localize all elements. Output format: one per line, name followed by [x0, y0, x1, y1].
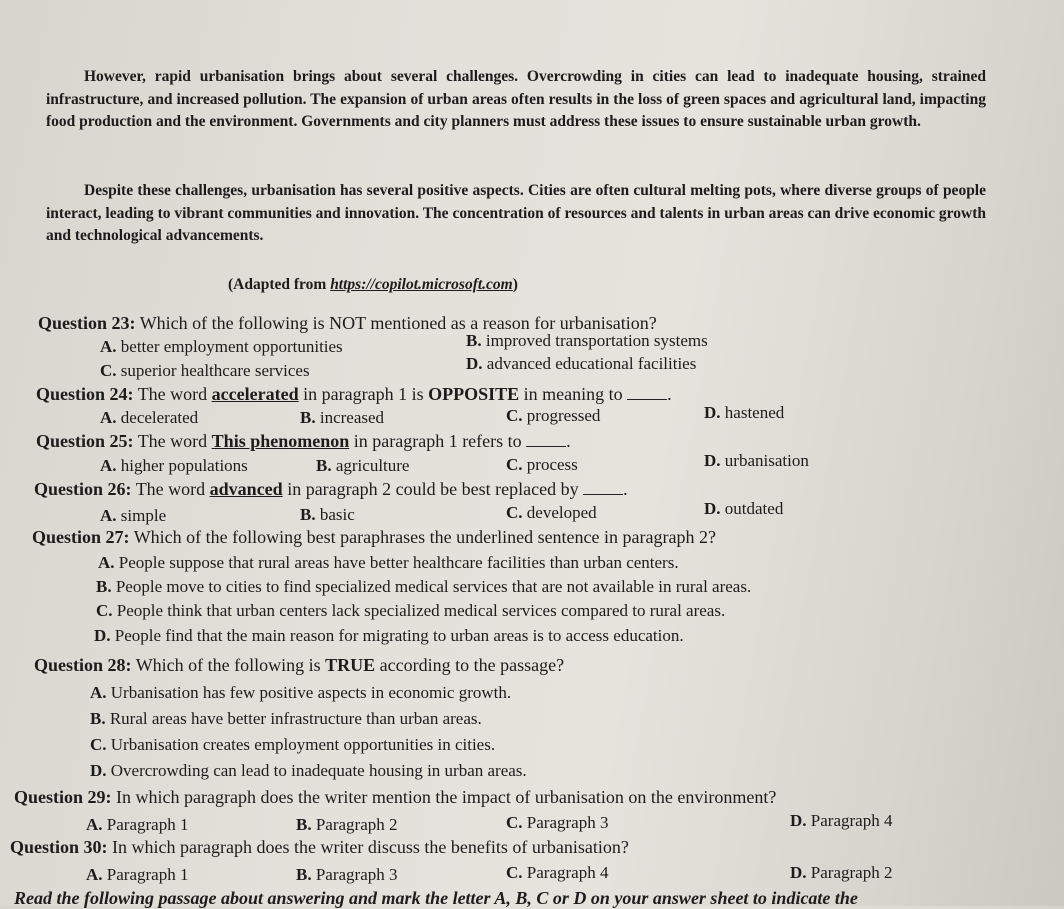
question-text: The word	[133, 431, 212, 451]
option-text: increased	[315, 408, 385, 427]
option-text: basic	[315, 505, 355, 524]
question-25	[36, 430, 571, 452]
q25-option-b[interactable]	[316, 455, 409, 477]
question-text: Which of the following best paraphrases the underlined sentence in paragraph 2?	[129, 527, 716, 547]
option-text: better employment opportunities	[116, 337, 343, 356]
source-citation	[228, 276, 518, 294]
option-text: agriculture	[331, 456, 410, 475]
question-number: Question 29:	[14, 787, 112, 807]
option-text: progressed	[522, 406, 601, 425]
q25-option-a[interactable]	[100, 455, 248, 477]
option-text: Paragraph 4	[522, 863, 609, 882]
option-letter: C.	[506, 813, 523, 832]
option-text: People move to cities to find specialized medical services that are not available in rural areas.	[111, 577, 752, 596]
option-text: Urbanisation has few positive aspects in economic growth.	[106, 683, 512, 702]
option-text: decelerated	[116, 408, 199, 427]
option-letter: B.	[296, 815, 312, 834]
q29-option-a[interactable]	[86, 814, 188, 836]
q28-option-c[interactable]	[90, 734, 495, 756]
q26-option-d[interactable]	[704, 498, 783, 520]
option-letter: C.	[90, 735, 107, 754]
option-letter: B.	[300, 408, 316, 427]
q29-option-c[interactable]	[506, 812, 608, 834]
option-letter: A.	[90, 683, 107, 702]
option-text: outdated	[720, 499, 784, 518]
option-letter: D.	[790, 811, 807, 830]
option-text: Paragraph 2	[806, 863, 893, 882]
option-letter: A.	[86, 865, 103, 884]
option-letter: B.	[96, 577, 112, 596]
question-text: The word	[133, 384, 212, 404]
question-text: .	[667, 384, 672, 404]
option-text: Paragraph 3	[311, 865, 398, 884]
next-instructions-cut: Read the following passage about answering and mark the letter A, B, C or D on your answer sheet to indicate the	[14, 888, 858, 908]
option-letter: B.	[466, 331, 482, 350]
option-letter: A.	[98, 553, 115, 572]
question-text: in paragraph 1 is	[298, 384, 429, 404]
option-text: developed	[522, 503, 597, 522]
option-letter: B.	[316, 456, 332, 475]
q26-option-a[interactable]	[100, 505, 166, 527]
option-text: Paragraph 4	[806, 811, 893, 830]
option-letter: C.	[506, 406, 523, 425]
q24-option-b[interactable]	[300, 407, 384, 429]
q27-option-b[interactable]	[96, 576, 751, 598]
question-text: in paragraph 1 refers to	[349, 431, 527, 451]
question-text: Which of the following is NOT mentioned as a reason for urbanisation?	[135, 313, 657, 333]
q29-option-b[interactable]	[296, 814, 398, 836]
q25-option-d[interactable]	[704, 450, 809, 472]
answer-blank	[583, 480, 623, 495]
question-27	[32, 526, 716, 548]
option-text: higher populations	[116, 456, 248, 475]
question-30	[10, 836, 629, 858]
option-text: Paragraph 1	[102, 865, 189, 884]
question-text: .	[623, 479, 628, 499]
option-text: superior healthcare services	[116, 361, 310, 380]
question-26	[34, 478, 628, 500]
option-letter: C.	[506, 455, 523, 474]
q30-option-b[interactable]	[296, 864, 398, 886]
question-29	[14, 786, 776, 808]
target-word: This phenomenon	[211, 431, 350, 451]
answer-blank	[526, 432, 566, 447]
option-letter: A.	[100, 506, 117, 525]
question-text: in paragraph 2 could be best replaced by	[282, 479, 584, 499]
option-letter: A.	[100, 456, 117, 475]
option-letter: D.	[704, 451, 721, 470]
source-link[interactable]: https://copilot.microsoft.com	[330, 276, 513, 293]
option-text: Urbanisation creates employment opportunities in cities.	[106, 735, 496, 754]
question-text: .	[566, 431, 571, 451]
q25-option-c[interactable]	[506, 454, 578, 476]
q23-option-a[interactable]	[100, 336, 343, 358]
source-suffix: )	[512, 276, 518, 293]
question-number: Question 26:	[34, 479, 132, 499]
q30-option-a[interactable]	[86, 864, 188, 886]
q27-option-c[interactable]	[96, 600, 725, 622]
question-number: Question 23:	[38, 313, 136, 333]
option-letter: C.	[506, 863, 523, 882]
option-letter: B.	[90, 709, 106, 728]
q24-option-c[interactable]	[506, 405, 600, 427]
emphasis-word: TRUE	[325, 655, 376, 675]
option-letter: B.	[300, 505, 316, 524]
option-letter: C.	[506, 503, 523, 522]
question-28	[34, 654, 564, 676]
q24-option-a[interactable]	[100, 407, 198, 429]
source-prefix: (Adapted from	[228, 276, 331, 293]
option-letter: C.	[96, 601, 113, 620]
passage-paragraph-3: However, rapid urbanisation brings about several challenges. Overcrowding in cities can lead to inadequate housing, strained infrastructure, and increased pollution. The expansion of urban areas often results in the loss of green spaces and agricultural land, impacting food production and the environment. Governments and city planners must address these issues to ensure sustainable urban growth.	[46, 68, 986, 130]
q27-option-d[interactable]	[94, 625, 684, 647]
question-text: Which of the following is	[131, 655, 326, 675]
q28-option-a[interactable]	[90, 682, 511, 704]
option-letter: D.	[704, 403, 721, 422]
option-text: hastened	[720, 403, 785, 422]
option-text: Rural areas have better infrastructure than urban areas.	[105, 709, 482, 728]
option-text: Overcrowding can lead to inadequate housing in urban areas.	[106, 761, 527, 780]
option-letter: A.	[100, 337, 117, 356]
option-text: People think that urban centers lack specialized medical services compared to rural areas.	[112, 601, 726, 620]
q27-option-a[interactable]	[98, 552, 679, 574]
option-letter: D.	[94, 626, 111, 645]
question-number: Question 24:	[36, 384, 134, 404]
option-letter: C.	[100, 361, 117, 380]
emphasis-word: OPPOSITE	[428, 384, 520, 404]
option-text: advanced educational facilities	[482, 354, 697, 373]
question-number: Question 28:	[34, 655, 132, 675]
option-text: improved transportation systems	[481, 331, 708, 350]
option-text: People suppose that rural areas have better healthcare facilities than urban centers.	[114, 553, 679, 572]
q28-option-b[interactable]	[90, 708, 482, 730]
option-text: simple	[116, 506, 167, 525]
q26-option-b[interactable]	[300, 504, 355, 526]
question-text: according to the passage?	[375, 655, 565, 675]
question-24	[36, 383, 672, 405]
target-word: advanced	[209, 479, 283, 499]
q23-option-d[interactable]	[466, 353, 696, 375]
option-text: process	[522, 455, 578, 474]
option-text: People find that the main reason for migrating to urban areas is to access education.	[110, 626, 684, 645]
passage-paragraph-4: Despite these challenges, urbanisation has several positive aspects. Cities are often cultural melting pots, where diverse groups of people interact, leading to vibrant communities and innovation. The concentration of resources and talents in urban areas can drive economic growth and technological advancements.	[46, 182, 986, 244]
option-text: Paragraph 2	[311, 815, 398, 834]
question-number: Question 25:	[36, 431, 134, 451]
q28-option-d[interactable]	[90, 760, 527, 782]
q24-option-d[interactable]	[704, 402, 784, 424]
answer-blank	[627, 385, 667, 400]
option-letter: D.	[704, 499, 721, 518]
option-letter: D.	[466, 354, 483, 373]
option-text: Paragraph 3	[522, 813, 609, 832]
question-text: The word	[131, 479, 210, 499]
q26-option-c[interactable]	[506, 502, 597, 524]
option-letter: A.	[86, 815, 103, 834]
target-word: accelerated	[211, 384, 299, 404]
option-letter: A.	[100, 408, 117, 427]
q23-option-c[interactable]	[100, 360, 310, 382]
question-text: In which paragraph does the writer discuss the benefits of urbanisation?	[107, 837, 629, 857]
question-number: Question 27:	[32, 527, 130, 547]
q29-option-d[interactable]	[790, 810, 892, 832]
question-text: In which paragraph does the writer mention the impact of urbanisation on the environment?	[111, 787, 777, 807]
option-text: Paragraph 1	[102, 815, 189, 834]
q23-option-b[interactable]	[466, 330, 708, 352]
option-letter: B.	[296, 865, 312, 884]
option-letter: D.	[790, 863, 807, 882]
question-text: in meaning to	[519, 384, 628, 404]
q30-option-c[interactable]	[506, 862, 608, 884]
option-text: urbanisation	[720, 451, 809, 470]
question-number: Question 30:	[10, 837, 108, 857]
option-letter: D.	[90, 761, 107, 780]
q30-option-d[interactable]	[790, 862, 892, 884]
